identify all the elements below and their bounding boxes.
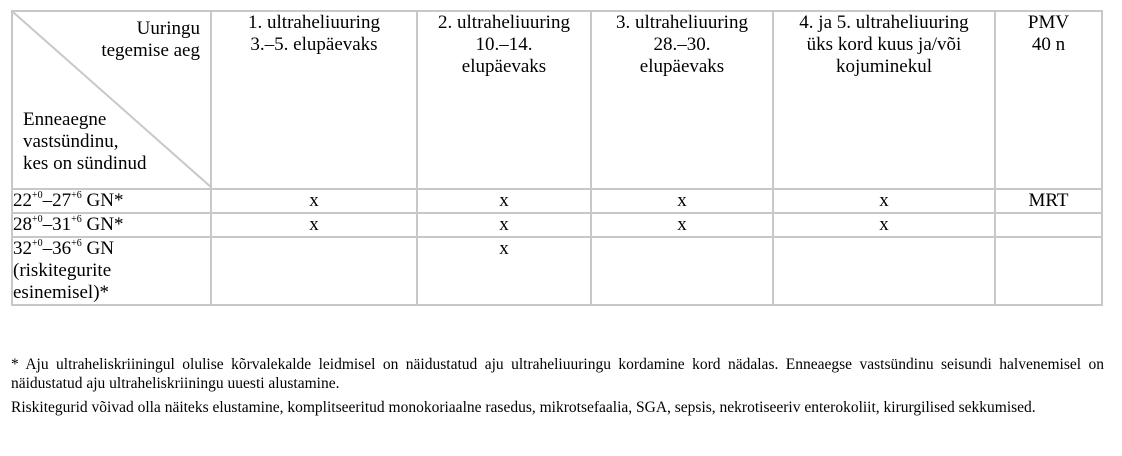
- header-row: [12, 11, 1102, 189]
- exam-time-label: Uuringu tegemise aeg: [101, 18, 200, 61]
- table-row: [12, 189, 1102, 213]
- column-header-4th-5th-ultrasound: 4. ja 5. ultraheliuuring üks kord kuus ja/või kojuminekul: [773, 11, 995, 189]
- footnotes: [11, 355, 1104, 422]
- row-label-28-31: $28^{+0}-31^{+6}$ GN*: [12, 213, 211, 237]
- table-cell: x: [591, 189, 773, 213]
- ultrasound-schedule-table: [11, 10, 1103, 306]
- table-cell: x: [773, 189, 995, 213]
- table-cell: [591, 237, 773, 305]
- table-cell: [773, 237, 995, 305]
- column-header-2nd-ultrasound: 2. ultraheliuuring 10.–14. elupäevaks: [417, 11, 591, 189]
- table-cell: x: [417, 213, 591, 237]
- table-cell: x: [417, 189, 591, 213]
- table-cell: x: [211, 189, 417, 213]
- column-header-pmv-40w: PMV 40 n: [995, 11, 1102, 189]
- row-label-22-27: $22^{+0}-27^{+6}$ GN*: [12, 189, 211, 213]
- table-cell: [211, 237, 417, 305]
- column-header-3rd-ultrasound: 3. ultraheliuuring 28.–30. elupäevaks: [591, 11, 773, 189]
- corner-header-cell: [12, 11, 211, 189]
- table-row: [12, 237, 1102, 305]
- column-header-1st-ultrasound: 1. ultraheliuuring 3.–5. elupäevaks: [211, 11, 417, 189]
- table-cell: x: [417, 237, 591, 305]
- table-cell: [995, 237, 1102, 305]
- footnote-risk-factors: Riskitegurid võivad olla näiteks elustamine, komplitseeritud monokoriaalne rasedus, mikrotsefaalia, SGA, sepsis, nekrotiseeriv enterokoliit, kirurgilised sekkumised.: [11, 399, 1036, 416]
- table-cell: [995, 213, 1102, 237]
- table-cell: x: [211, 213, 417, 237]
- table-row: [12, 213, 1102, 237]
- footnote-asterisk: * Aju ultraheliskriiningul olulise kõrvalekalde leidmisel on näidustatud aju ultraheliuuringu kordamine kord nädalas. Enneaegse vastsündinu seisundi halvenemisel on näidustatud aju ultraheliskriiningu uuesti alustamine.: [11, 356, 1104, 392]
- table-cell: x: [773, 213, 995, 237]
- table-cell: MRT: [995, 189, 1102, 213]
- row-label-32-36: $32^{+0}-36^{+6}$ GN (riskitegurite esinemisel)*: [12, 237, 211, 305]
- newborn-label: Enneaegne vastsündinu, kes on sündinud: [23, 109, 147, 174]
- table-cell: x: [591, 213, 773, 237]
